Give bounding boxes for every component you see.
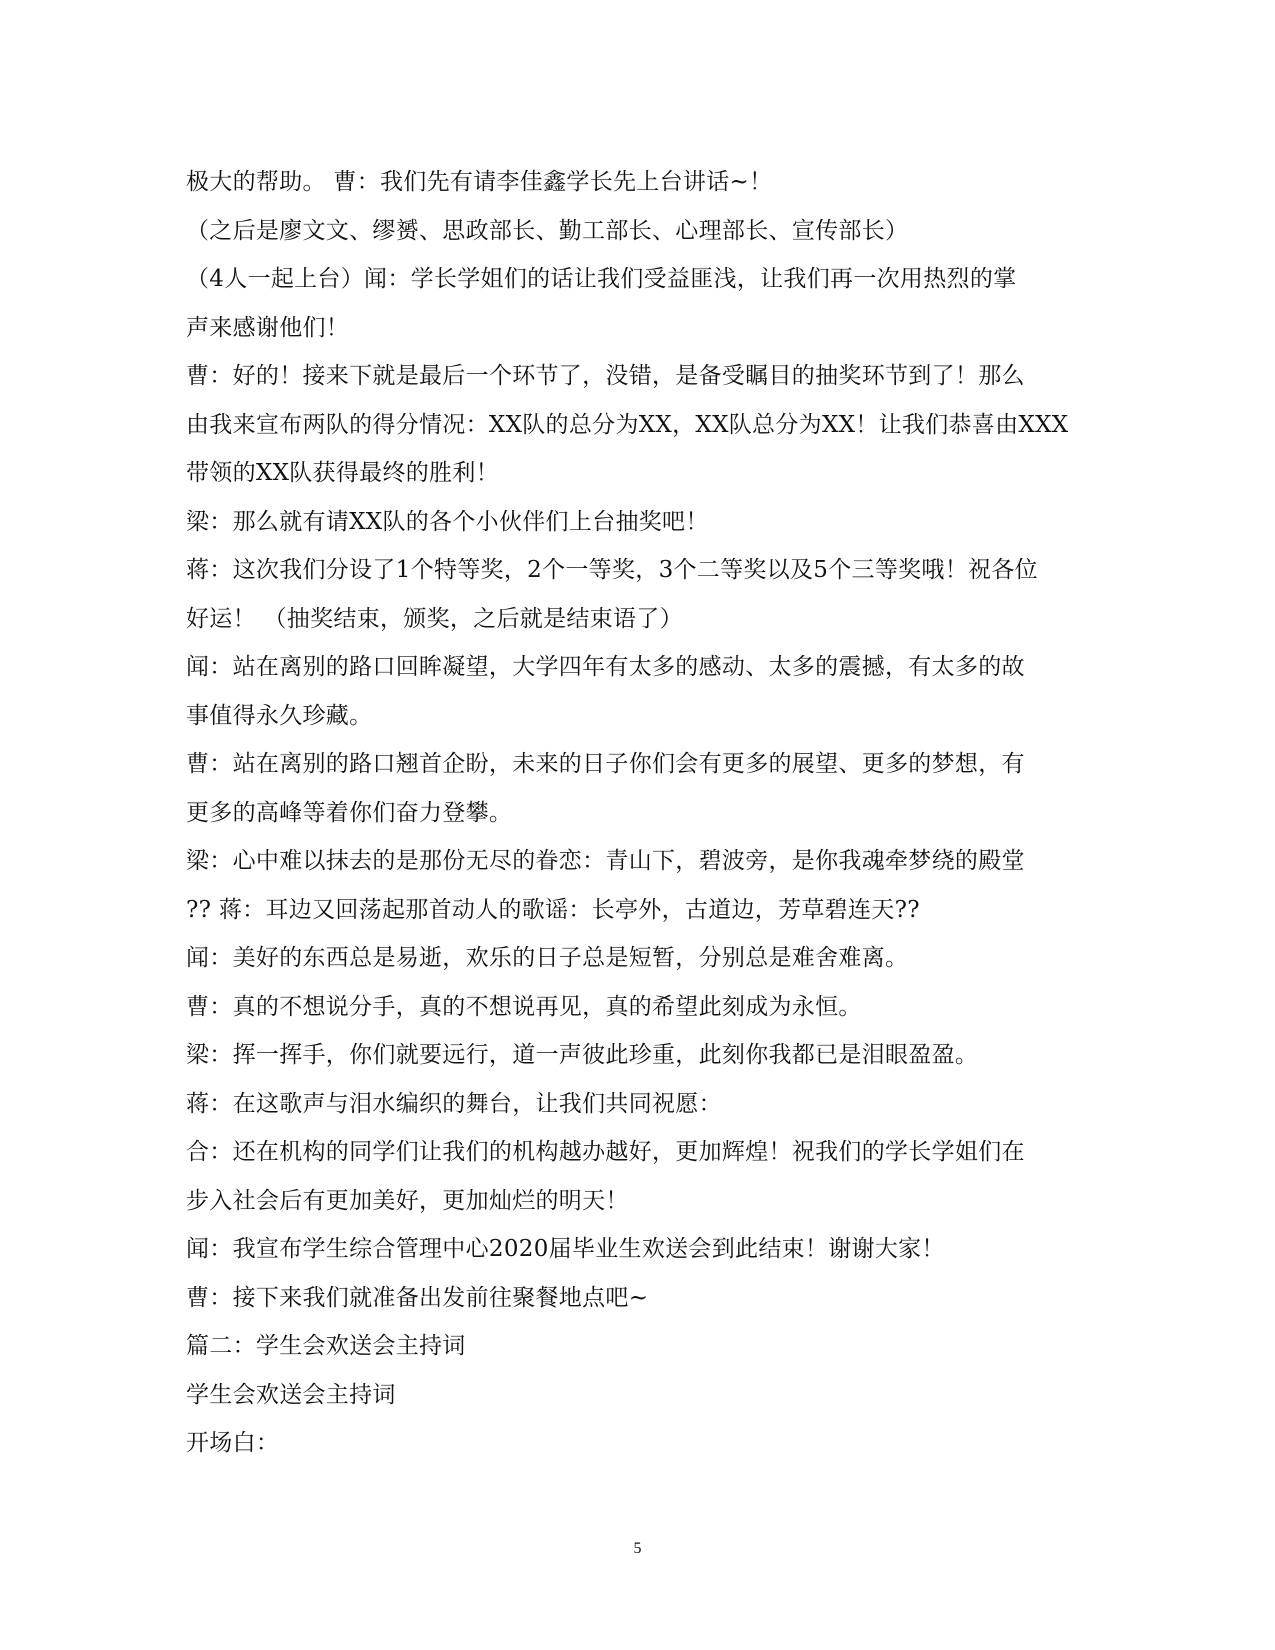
text-line: 合：还在机构的同学们让我们的机构越办越好，更加辉煌！祝我们的学长学姐们在	[186, 1139, 1025, 1165]
text-line: 梁：那么就有请XX队的各个小伙伴们上台抽奖吧！	[186, 508, 709, 535]
text-line: 开场白：	[186, 1430, 280, 1456]
text-line: 闻：美好的东西总是易逝，欢乐的日子总是短暂，分别总是难舍难离。	[186, 945, 909, 971]
text-line: 极大的帮助。 曹：我们先有请李佳鑫学长先上台讲话~！	[186, 169, 773, 195]
text-line: 闻：站在离别的路口回眸凝望，大学四年有太多的感动、太多的震撼，有太多的故	[186, 654, 1025, 680]
text-line: 蒋：这次我们分设了1个特等奖，2个一等奖，3个二等奖以及5个三等奖哦！祝各位	[186, 557, 1038, 583]
text-line: 事值得永久珍藏。	[186, 702, 373, 729]
text-line: （4人一起上台）闻：学长学姐们的话让我们受益匪浅，让我们再一次用热烈的掌	[186, 266, 1017, 292]
text-line: 梁：挥一挥手，你们就要远行，道一声彼此珍重，此刻你我都已是泪眼盈盈。	[186, 1042, 979, 1068]
section-title: 学生会欢送会主持词	[186, 1381, 396, 1408]
text-line: ?? 蒋：耳边又回荡起那首动人的歌谣：长亭外，古道边，芳草碧连天??	[186, 896, 920, 923]
page-number: 5	[633, 1540, 642, 1557]
text-line: 闻：我宣布学生综合管理中心2020届毕业生欢送会到此结束！谢谢大家！	[186, 1236, 945, 1262]
text-line: 曹：站在离别的路口翘首企盼，未来的日子你们会有更多的展望、更多的梦想，有	[186, 751, 1025, 777]
text-line: 好运！ （抽奖结束，颁奖，之后就是结束语了）	[186, 605, 683, 632]
text-line: 曹：接下来我们就准备出发前往聚餐地点吧~	[186, 1284, 649, 1311]
text-line: 更多的高峰等着你们奋力登攀。	[186, 799, 513, 826]
text-line: 由我来宣布两队的得分情况：XX队的总分为XX，XX队总分为XX！让我们恭喜由XXX	[186, 411, 1069, 438]
document-body	[186, 158, 1086, 1468]
text-line: 蒋：在这歌声与泪水编织的舞台，让我们共同祝愿：	[186, 1090, 722, 1117]
text-line: 梁：心中难以抹去的是那份无尽的眷恋：青山下，碧波旁，是你我魂牵梦绕的殿堂	[186, 848, 1025, 874]
text-line: 步入社会后有更加美好，更加灿烂的明天！	[186, 1187, 629, 1214]
text-line: 曹：好的！接来下就是最后一个环节了，没错，是备受瞩目的抽奖环节到了！那么	[186, 363, 1025, 389]
text-line: 声来感谢他们！	[186, 314, 350, 341]
text-line: （之后是廖文文、缪赟、思政部长、勤工部长、心理部长、宣传部长）	[186, 217, 909, 244]
text-line: 曹：真的不想说分手，真的不想说再见，真的希望此刻成为永恒。	[186, 993, 862, 1020]
section-heading: 篇二：学生会欢送会主持词	[186, 1333, 466, 1359]
text-line: 带领的XX队获得最终的胜利！	[186, 460, 499, 486]
